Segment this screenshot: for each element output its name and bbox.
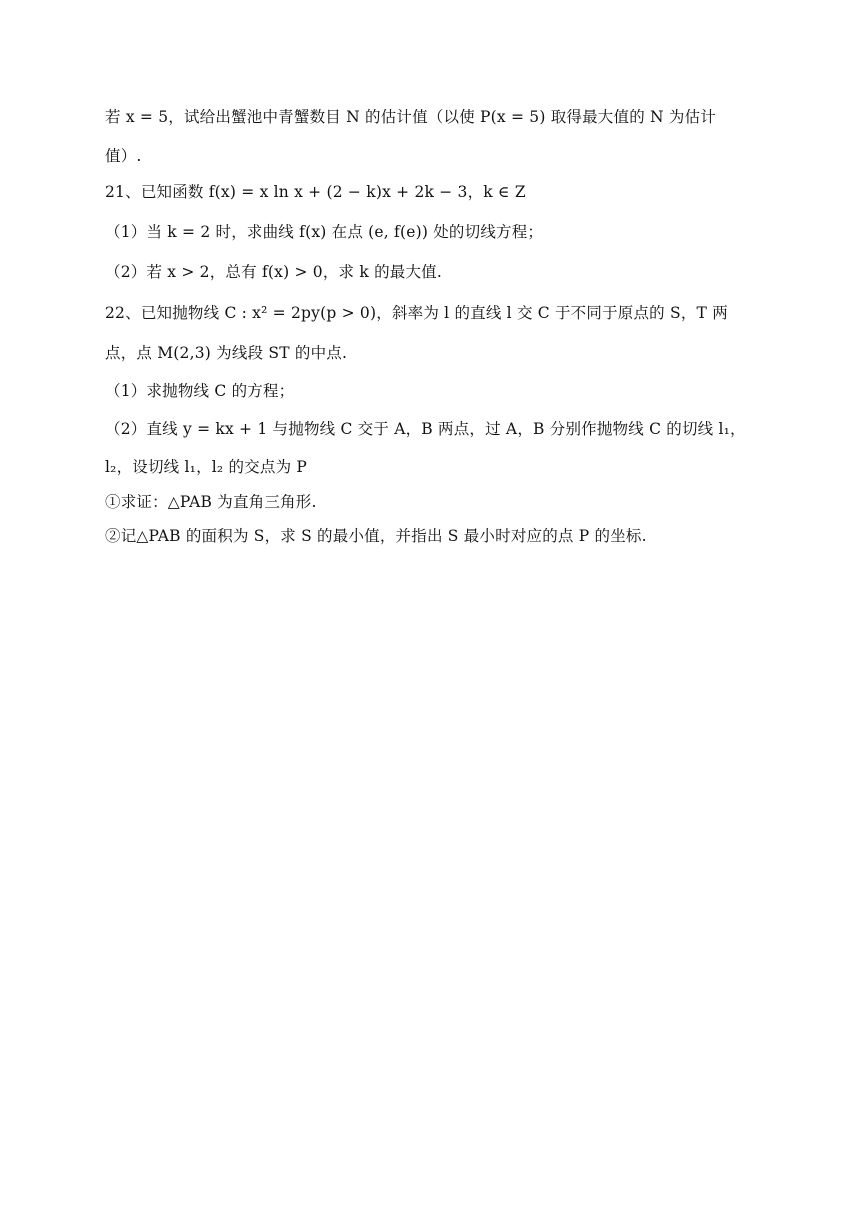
problem-22-part-2: （2）直线 y = kx + 1 与抛物线 C 交于 A，B 两点，过 A，B 分别作抛物线 C 的切线 l₁， xyxy=(105,420,746,438)
problem-21-part-1: （1）当 k = 2 时，求曲线 f(x) 在点 (e, f(e)) 处的切线方程； xyxy=(105,223,544,241)
problem-21-statement: 21、已知函数 f(x) = x ln x + (2 − k)x + 2k − 3，k ∈ Z xyxy=(105,183,526,201)
problem-22-part-2-cont: l₂，设切线 l₁，l₂ 的交点为 P xyxy=(105,458,308,476)
problem-22-statement: 22、已知抛物线 C : x² = 2py(p > 0)，斜率为 l 的直线 l 交 C 于不同于原点的 S，T 两 xyxy=(105,304,728,322)
problem-20-continuation-line: 若 x = 5，试给出蟹池中青蟹数目 N 的估计值（以使 P(x = 5) 取得最大值的 N 为估计 xyxy=(105,108,717,126)
problem-22-part-1: （1）求抛物线 C 的方程； xyxy=(105,382,295,400)
problem-21-part-2: （2）若 x > 2，总有 f(x) > 0，求 k 的最大值. xyxy=(105,263,443,281)
problem-22-statement-cont: 点，点 M(2,3) 为线段 ST 的中点. xyxy=(105,344,348,362)
problem-20-continuation-end: 值）. xyxy=(105,147,142,165)
problem-22-subpart-2: ②记△PAB 的面积为 S，求 S 的最小值，并指出 S 最小时对应的点 P 的坐标. xyxy=(105,527,647,545)
problem-22-subpart-1: ①求证：△PAB 为直角三角形. xyxy=(105,493,317,511)
